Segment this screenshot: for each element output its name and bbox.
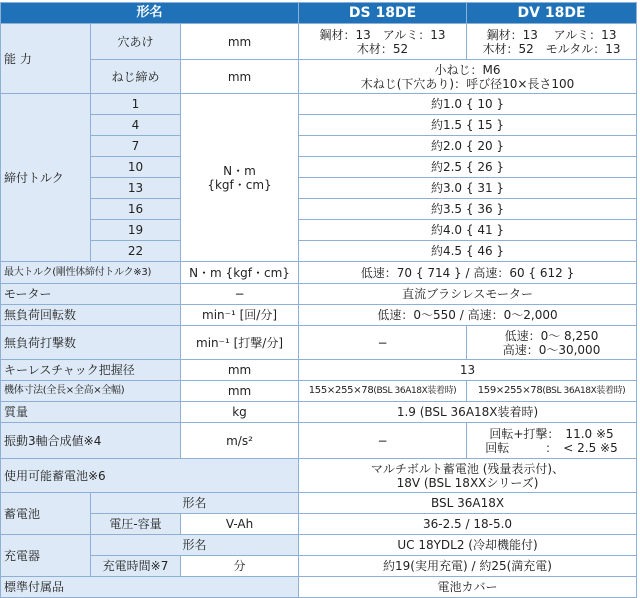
battery-usable-line2: 18V (BSL 18XXシリーズ) xyxy=(396,475,539,490)
impact-rate-unit: min⁻¹ [打撃/分] xyxy=(181,326,299,360)
charger-time-value: 約19(実用充電) / 約25(満充電) xyxy=(299,556,637,577)
torque-value: 約4.0 { 41 } xyxy=(299,220,637,241)
dimensions-row xyxy=(1,381,637,402)
screw-value xyxy=(299,60,637,94)
torque-row xyxy=(1,241,637,262)
battery-voltage-unit: V-Ah xyxy=(181,514,299,535)
vibration-ds: − xyxy=(299,423,467,459)
weight-value: 1.9 (BSL 36A18X装着時) xyxy=(299,402,637,423)
dimensions-ds xyxy=(299,381,467,402)
motor-row xyxy=(1,284,637,305)
no-load-speed-row xyxy=(1,305,637,326)
torque-setting: 16 xyxy=(91,199,181,220)
battery-voltage-label: 電圧-容量 xyxy=(91,514,181,535)
screw-line2: 木ねじ(下穴あり)：呼び径10×長さ100 xyxy=(360,76,575,91)
screw-unit: mm xyxy=(181,60,299,94)
charger-time-row xyxy=(1,556,637,577)
no-load-speed-label: 無負荷回転数 xyxy=(1,305,181,326)
dimensions-ds-note: (BSL 36A18X装着時) xyxy=(373,386,457,396)
battery-voltage-row xyxy=(1,514,637,535)
charger-time-label: 充電時間※7 xyxy=(91,556,181,577)
motor-value: 直流ブラシレスモーター xyxy=(299,284,637,305)
dimensions-unit: mm xyxy=(181,381,299,402)
vibration-dv-line2: 回転 ： < 2.5 ※5 xyxy=(485,440,618,455)
battery-voltage-value: 36-2.5 / 18-5.0 xyxy=(299,514,637,535)
drilling-ds-line1: 鋼材：13 アルミ：13 xyxy=(319,27,446,42)
dimensions-label: 機体寸法(全長×全高×全幅) xyxy=(1,381,181,402)
drilling-dv-line2: 木材：52 モルタル：13 xyxy=(482,41,621,56)
charger-label: 充電器 xyxy=(1,535,91,577)
max-torque-row xyxy=(1,262,637,284)
spec-table xyxy=(0,2,637,598)
capacity-label: 能 力 xyxy=(1,24,91,94)
torque-setting: 10 xyxy=(91,157,181,178)
no-load-speed-value: 低速：0〜550 / 高速：0〜2,000 xyxy=(299,305,637,326)
drilling-unit: mm xyxy=(181,24,299,60)
battery-usable-row xyxy=(1,459,637,493)
impact-rate-dv xyxy=(467,326,637,360)
battery-model-value: BSL 36A18X xyxy=(299,493,637,514)
battery-label: 蓄電池 xyxy=(1,493,91,535)
header-name-label: 形名 xyxy=(1,3,299,24)
impact-rate-ds: − xyxy=(299,326,467,360)
torque-row xyxy=(1,178,637,199)
header-row xyxy=(1,3,637,24)
torque-value: 約1.0 { 10 } xyxy=(299,94,637,115)
weight-label: 質量 xyxy=(1,402,181,423)
vibration-row xyxy=(1,423,637,459)
dimensions-ds-value: 155×255×78 xyxy=(308,385,374,396)
vibration-dv xyxy=(467,423,637,459)
torque-value: 約3.0 { 31 } xyxy=(299,178,637,199)
header-model-ds: DS 18DE xyxy=(299,3,467,24)
torque-row xyxy=(1,157,637,178)
impact-rate-dv-line2: 高速：0〜30,000 xyxy=(502,342,601,357)
battery-model-row xyxy=(1,493,637,514)
torque-value: 約2.5 { 26 } xyxy=(299,157,637,178)
torque-setting: 7 xyxy=(91,136,181,157)
vibration-unit: m/s² xyxy=(181,423,299,459)
torque-unit-line1: N・m xyxy=(223,163,256,178)
torque-unit-line2: {kgf・cm} xyxy=(207,177,272,192)
impact-rate-row xyxy=(1,326,637,360)
torque-value: 約3.5 { 36 } xyxy=(299,199,637,220)
accessories-row xyxy=(1,577,637,598)
torque-value: 約4.5 { 46 } xyxy=(299,241,637,262)
capacity-screw-row xyxy=(1,60,637,94)
max-torque-label: 最大トルク(剛性体締付トルク※3) xyxy=(1,262,181,284)
dimensions-dv-note: (BSL 36A18X装着時) xyxy=(542,386,626,396)
torque-row xyxy=(1,94,637,115)
charger-model-label: 形名 xyxy=(91,535,299,556)
chuck-label: キーレスチャック把握径 xyxy=(1,360,181,381)
vibration-label: 振動3軸合成値※4 xyxy=(1,423,181,459)
vibration-dv-line1: 回転+打撃： 11.0 ※5 xyxy=(489,426,614,441)
drilling-ds-line2: 木材：52 xyxy=(356,41,409,56)
chuck-row xyxy=(1,360,637,381)
drilling-dv xyxy=(467,24,637,60)
torque-row xyxy=(1,115,637,136)
torque-row xyxy=(1,220,637,241)
torque-setting: 4 xyxy=(91,115,181,136)
max-torque-value: 低速：70 { 714 } / 高速：60 { 612 } xyxy=(299,262,637,284)
charger-model-row xyxy=(1,535,637,556)
chuck-unit: mm xyxy=(181,360,299,381)
screw-line1: 小ねじ：M6 xyxy=(434,62,501,77)
accessories-label: 標準付属品 xyxy=(1,577,299,598)
drilling-label: 穴あけ xyxy=(91,24,181,60)
torque-setting: 22 xyxy=(91,241,181,262)
impact-rate-dv-line1: 低速：0〜 8,250 xyxy=(504,328,599,343)
dimensions-dv-value: 159×255×78 xyxy=(477,385,543,396)
torque-row xyxy=(1,136,637,157)
torque-setting: 1 xyxy=(91,94,181,115)
dimensions-dv xyxy=(467,381,637,402)
motor-unit: − xyxy=(181,284,299,305)
torque-setting: 13 xyxy=(91,178,181,199)
drilling-dv-line1: 鋼材：13 アルミ：13 xyxy=(486,27,617,42)
drilling-ds xyxy=(299,24,467,60)
battery-usable-value xyxy=(299,459,637,493)
charger-time-unit: 分 xyxy=(181,556,299,577)
screw-label: ねじ締め xyxy=(91,60,181,94)
weight-unit: kg xyxy=(181,402,299,423)
battery-usable-label: 使用可能蓄電池※6 xyxy=(1,459,299,493)
charger-model-value: UC 18YDL2 (冷却機能付) xyxy=(299,535,637,556)
torque-setting: 19 xyxy=(91,220,181,241)
impact-rate-label: 無負荷打撃数 xyxy=(1,326,181,360)
chuck-value: 13 xyxy=(299,360,637,381)
torque-value: 約1.5 { 15 } xyxy=(299,115,637,136)
max-torque-unit: N・m {kgf・cm} xyxy=(181,262,299,284)
no-load-speed-unit: min⁻¹ [回/分] xyxy=(181,305,299,326)
accessories-value: 電池カバー xyxy=(299,577,637,598)
battery-model-label: 形名 xyxy=(91,493,299,514)
battery-usable-line1: マルチボルト蓄電池 (残量表示付)、 xyxy=(370,461,565,476)
motor-label: モーター xyxy=(1,284,181,305)
header-model-dv: DV 18DE xyxy=(467,3,637,24)
torque-value: 約2.0 { 20 } xyxy=(299,136,637,157)
weight-row xyxy=(1,402,637,423)
torque-unit xyxy=(181,94,299,262)
torque-row xyxy=(1,199,637,220)
capacity-drilling-row xyxy=(1,24,637,60)
torque-label: 締付トルク xyxy=(1,94,91,262)
